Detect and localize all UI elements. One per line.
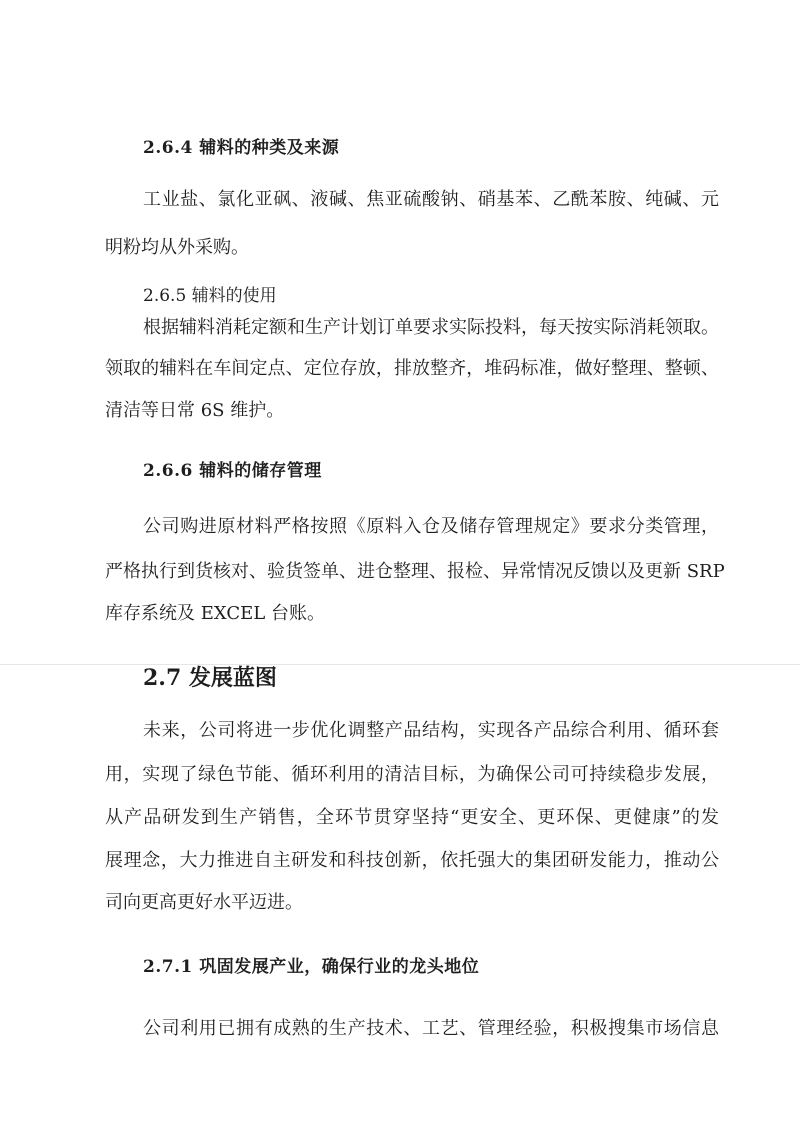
section-heading-2-7-1: 2.7.1 巩固发展产业，确保行业的龙头地位 [143,957,480,977]
paragraph-line: 明粉均从外采购。 [105,237,249,258]
paragraph-line: 公司利用已拥有成熟的生产技术、工艺、管理经验，积极搜集市场信息 [143,1018,719,1039]
section-heading-2-6-4: 2.6.4 辅料的种类及来源 [143,138,340,158]
section-heading-2-6-5: 2.6.5 辅料的使用 [143,286,277,306]
paragraph-line: 根据辅料消耗定额和生产计划订单要求实际投料，每天按实际消耗领取。 [143,317,719,338]
paragraph-line: 库存系统及 EXCEL 台账。 [105,603,325,624]
paragraph-line: 公司购进原材料严格按照《原料入仓及储存管理规定》要求分类管理， [143,516,719,537]
paragraph-line: 司向更高更好水平迈进。 [105,892,303,913]
paragraph-line: 严格执行到货核对、验货签单、进仓整理、报检、异常情况反馈以及更新 SRP [105,561,725,582]
paragraph-line: 展理念，大力推进自主研发和科技创新，依托强大的集团研发能力，推动公 [105,850,719,871]
paragraph-line: 用，实现了绿色节能、循环利用的清洁目标，为确保公司可持续稳步发展， [105,764,719,785]
paragraph-line: 未来，公司将进一步优化调整产品结构，实现各产品综合利用、循环套 [143,720,719,741]
scan-divider [0,664,800,665]
section-heading-2-6-6: 2.6.6 辅料的储存管理 [143,461,322,481]
paragraph-line: 清洁等日常 6S 维护。 [105,400,285,421]
paragraph-line: 工业盐、氯化亚砜、液碱、焦亚硫酸钠、硝基苯、乙酰苯胺、纯碱、元 [143,189,719,210]
paragraph-line: 从产品研发到生产销售，全环节贯穿坚持“更安全、更环保、更健康”的发 [105,807,719,828]
paragraph-line: 领取的辅料在车间定点、定位存放，排放整齐，堆码标准，做好整理、整顿、 [105,358,719,379]
section-heading-2-7: 2.7 发展蓝图 [143,665,277,691]
